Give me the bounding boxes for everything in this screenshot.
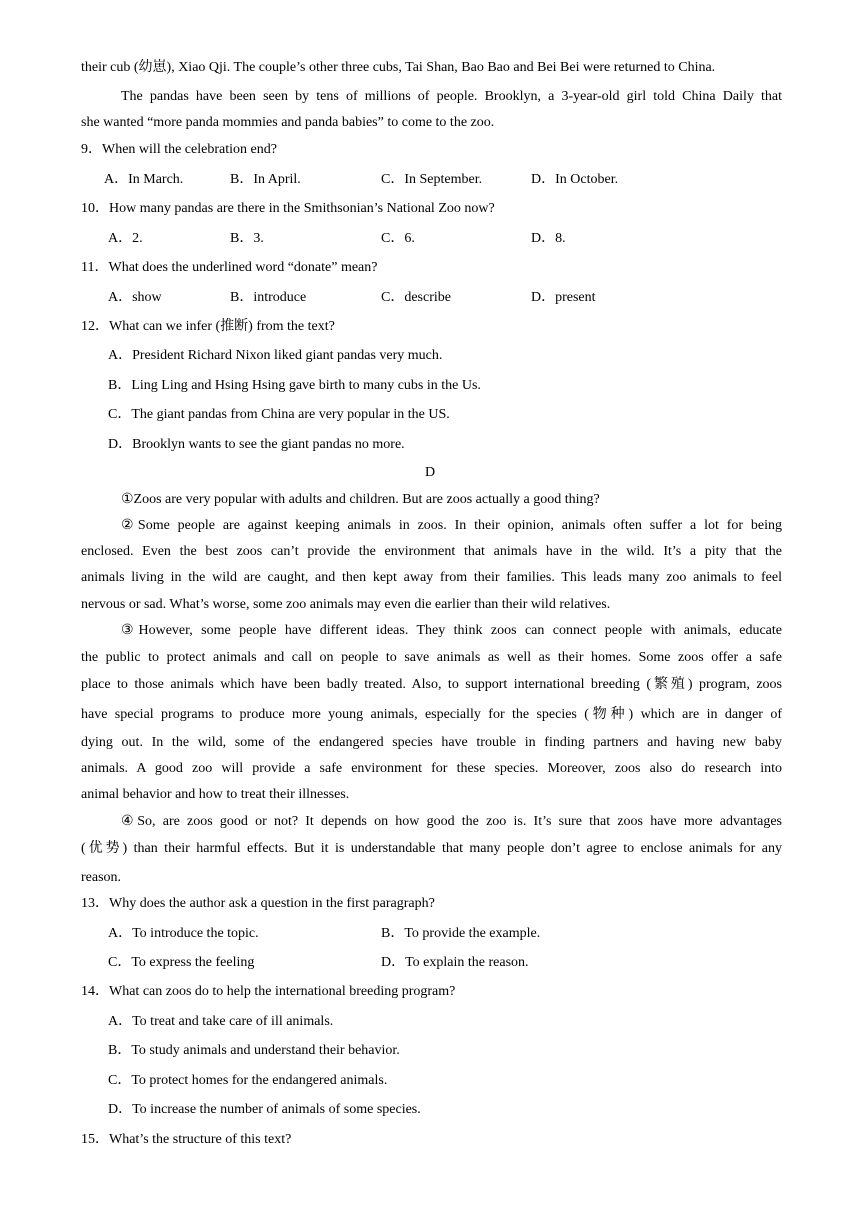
question-15-stem: 15．What’s the structure of this text? [81, 1132, 292, 1147]
passage-d-p3-line-7: animal behavior and how to treat their illnesses. [81, 787, 350, 802]
question-10-option-d: D．8. [531, 231, 566, 246]
question-9-option-b: B．In April. [230, 172, 301, 187]
passage-d-p4-line-2: (优势) than their harmful effects. But it is understandable that many people don’t agree to enclose animals for any [81, 841, 782, 856]
passage-d-p2-line-3: animals living in the wild are caught, and then kept away from their families. This leads many zoo animals to feel [81, 570, 782, 585]
question-9-option-d: D．In October. [531, 172, 619, 187]
passage-d-heading: D [424, 465, 436, 480]
passage-c-line-2: The pandas have been seen by tens of millions of people. Brooklyn, a 3-year-old girl told China Daily that [121, 89, 782, 104]
question-12-option-d: D．Brooklyn wants to see the giant pandas no more. [108, 437, 405, 452]
question-12-option-c: C．The giant pandas from China are very popular in the US. [108, 407, 450, 422]
passage-d-p2-line-2: enclosed. Even the best zoos can’t provide the environment that animals have in the wild. It’s a pity that the [81, 544, 782, 559]
passage-d-p3-line-4: have special programs to produce more young animals, especially for the species (物种) which are in danger of [81, 707, 782, 722]
question-12-stem: 12．What can we infer (推断) from the text? [81, 319, 335, 334]
passage-c-line-3: she wanted “more panda mommies and panda babies” to come to the zoo. [81, 115, 495, 130]
question-11-option-b: B．introduce [230, 290, 307, 305]
question-9-option-a: A．In March. [104, 172, 184, 187]
question-14-option-d: D．To increase the number of animals of some species. [108, 1102, 421, 1117]
passage-c-line-1: their cub (幼崽), Xiao Qji. The couple’s other three cubs, Tai Shan, Bao Bao and Bei Bei were returned to China. [81, 60, 716, 75]
passage-d-p3-line-1: ③However, some people have different ideas. They think zoos can connect people with animals, educate [121, 623, 782, 638]
question-9-option-c: C．In September. [381, 172, 483, 187]
question-13-option-c: C．To express the feeling [108, 955, 255, 970]
passage-d-p2-line-1: ②Some people are against keeping animals in zoos. In their opinion, animals often suffer a lot for being [121, 518, 782, 533]
question-12-option-b: B．Ling Ling and Hsing Hsing gave birth to many cubs in the Us. [108, 378, 481, 393]
question-11-stem: 11．What does the underlined word “donate” mean? [81, 260, 378, 275]
question-10-option-b: B．3. [230, 231, 264, 246]
question-13-stem: 13．Why does the author ask a question in the first paragraph? [81, 896, 435, 911]
passage-d-p2-line-4: nervous or sad. What’s worse, some zoo animals may even die earlier than their wild relatives. [81, 597, 611, 612]
question-14-option-a: A．To treat and take care of ill animals. [108, 1014, 334, 1029]
passage-d-p3-line-2: the public to protect animals and call on people to save animals as well as their homes. Some zoos offer a safe [81, 650, 782, 665]
question-11-option-a: A．show [108, 290, 162, 305]
question-11-option-d: D．present [531, 290, 596, 305]
question-13-option-b: B．To provide the example. [381, 926, 541, 941]
passage-d-p3-line-5: dying out. In the wild, some of the endangered species have trouble in finding partners and having new baby [81, 735, 782, 750]
passage-d-p4-line-1: ④So, are zoos good or not? It depends on how good the zoo is. It’s sure that zoos have more advantages [121, 814, 782, 829]
passage-d-p3-line-6: animals. A good zoo will provide a safe environment for these species. Moreover, zoos also do research into [81, 761, 782, 776]
passage-d-p4-line-3: reason. [81, 870, 122, 885]
question-13-option-d: D．To explain the reason. [381, 955, 529, 970]
question-14-option-c: C．To protect homes for the endangered animals. [108, 1073, 388, 1088]
question-14-option-b: B．To study animals and understand their behavior. [108, 1043, 400, 1058]
question-10-option-c: C．6. [381, 231, 415, 246]
question-14-stem: 14．What can zoos do to help the international breeding program? [81, 984, 456, 999]
question-10-stem: 10．How many pandas are there in the Smithsonian’s National Zoo now? [81, 201, 495, 216]
question-10-option-a: A．2. [108, 231, 143, 246]
question-11-option-c: C．describe [381, 290, 451, 305]
question-12-option-a: A．President Richard Nixon liked giant pandas very much. [108, 348, 443, 363]
question-9-stem: 9．When will the celebration end? [81, 142, 277, 157]
question-13-option-a: A．To introduce the topic. [108, 926, 259, 941]
passage-d-p3-line-3: place to those animals which have been badly treated. Also, to support international breeding (繁殖) program, zoos [81, 677, 782, 692]
passage-d-paragraph-1: ①Zoos are very popular with adults and children. But are zoos actually a good thing? [121, 492, 600, 507]
